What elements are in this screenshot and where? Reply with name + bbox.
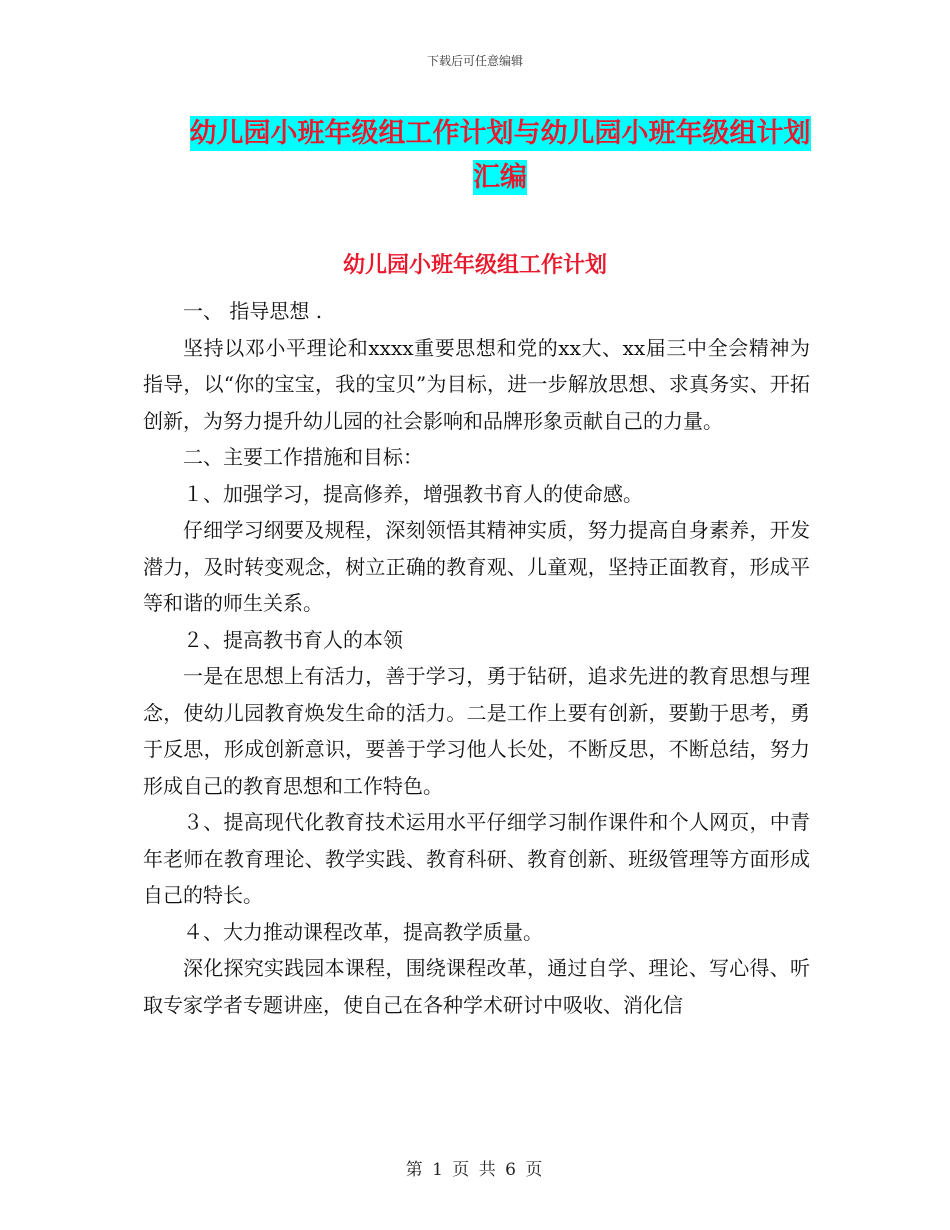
paragraph: 仔细学习纲要及规程，深刻领悟其精神实质，努力提高自身素养，开发潜力，及时转变观念，树立正确的教育观、儿童观，坚持正面教育，形成平等和谐的师生关系。 bbox=[143, 518, 810, 615]
paragraph-subheading-4: ４、大力推动课程改革，提高教学质量。 bbox=[183, 919, 543, 944]
paragraph-subheading-1: １、加强学习，提高修养，增强教书育人的使命感。 bbox=[183, 481, 643, 506]
paragraph: 坚持以邓小平理论和xxxx重要思想和党的xx大、xx届三中全会精神为指导，以“你的宝宝，我的宝贝”为目标，进一步解放思想、求真务实、开拓创新，为努力提升幼儿园的社会影响和品牌形象贡献自己的力量。 bbox=[143, 335, 810, 433]
paragraph-subheading-3: ３、提高现代化教育技术运用水平仔细学习制作课件和个人网页，中青年老师在教育理论、教学实践、教育科研、教育创新、班级管理等方面形成自己的特长。 bbox=[143, 810, 810, 907]
document-title-line-2: 汇编 bbox=[473, 162, 527, 193]
document-title-line-1: 幼儿园小班年级组工作计划与幼儿园小班年级组计划 bbox=[189, 118, 811, 149]
paragraph-heading-measures: 二、主要工作措施和目标： bbox=[183, 445, 423, 469]
document-title bbox=[140, 112, 860, 200]
paragraph: 深化探究实践园本课程，围绕课程改革，通过自学、理论、写心得、听取专家学者专题讲座，使自己在各种学术研讨中吸收、消化信 bbox=[143, 956, 810, 1017]
page-header-note: 下载后可任意编辑 bbox=[426, 54, 523, 68]
paragraph-heading-guiding-thought: 一、 指导思想 . bbox=[183, 299, 323, 323]
paragraph-subheading-2: ２、提高教书育人的本领 bbox=[183, 627, 403, 652]
document-body bbox=[143, 293, 810, 1023]
page-number: 第 1 页 共 6 页 bbox=[405, 1160, 545, 1180]
section-title: 幼儿园小班年级组工作计划 bbox=[342, 253, 607, 278]
paragraph: 一是在思想上有活力，善于学习，勇于钻研，追求先进的教育思想与理念，使幼儿园教育焕发生命的活力。二是工作上要有创新，要勤于思考，勇于反思，形成创新意识，要善于学习他人长处，不断反思，不断总结，努力形成自己的教育思想和工作特色。 bbox=[143, 664, 810, 798]
